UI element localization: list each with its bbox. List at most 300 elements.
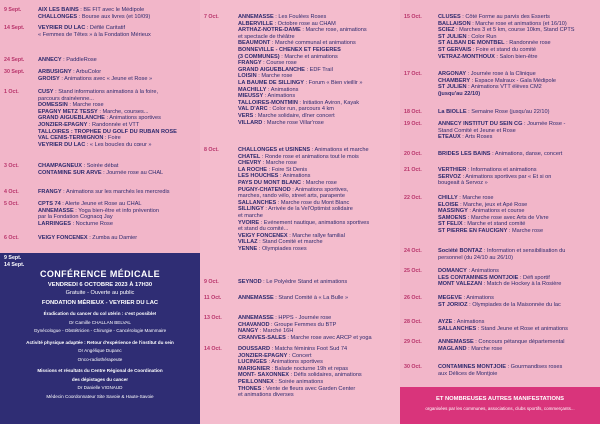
event-description: : Stand Comité et marche xyxy=(257,239,323,246)
event-description: : Journée rose au CHAL xyxy=(101,169,164,176)
event-description: : Marche solidaire, dîner concert xyxy=(253,112,335,119)
event-place: LARRINGES xyxy=(38,220,71,227)
event-entry xyxy=(0,7,200,21)
conference-line xyxy=(0,328,200,334)
event-place: ANNEMASSE xyxy=(38,207,74,214)
event-place: ST JULIEN xyxy=(438,84,467,91)
event-place: (3 COMMUNES) xyxy=(238,53,280,60)
conference-speaker: Gynécologue - Obstétricien - Chirurgie - Cancérologie Mammaire xyxy=(33,328,167,333)
event-place: PAYS DU MONT BLANC xyxy=(238,179,302,186)
conference-line xyxy=(0,394,200,400)
event-description: : Salon bien-être xyxy=(494,53,538,60)
event-place: ANNECY xyxy=(38,57,62,63)
conference-line xyxy=(0,357,200,363)
event-line xyxy=(438,255,597,262)
conference-speaker: Dr Danielle VIGNAUD xyxy=(77,385,123,390)
event-description: : Journée Rose - xyxy=(522,121,566,127)
event-description: : Marche, jeux et Apé Rose xyxy=(458,201,528,208)
event-description: : Animations xyxy=(278,173,311,180)
footer-title: ET NOMBREUSES AUTRES MANIFESTATIONS xyxy=(435,396,565,402)
event-line xyxy=(438,208,597,215)
event-date: 25 Oct. xyxy=(404,268,422,274)
event-description: : Marche rose xyxy=(67,102,104,109)
event-place: GROISY xyxy=(38,75,60,82)
event-line xyxy=(438,134,597,141)
event-entry xyxy=(400,295,600,309)
event-place: ST GERVAIS xyxy=(438,46,472,53)
event-description: bougeait à Servoz » xyxy=(438,180,488,187)
event-description: : Initiation Aviron, Kayak xyxy=(297,99,360,106)
event-description: et spectacle de théâtre xyxy=(238,33,295,40)
event-place: PUGNY-CHATENOD xyxy=(238,186,291,193)
event-entry xyxy=(200,346,400,400)
event-description: par la Fondation Cognacq Jay xyxy=(38,214,113,221)
event-date: 28 Oct. xyxy=(404,319,422,325)
event-place: LA ROCHE xyxy=(238,166,268,173)
event-description: : Animations avec « Jeune et Rose » xyxy=(59,75,153,82)
conference-box xyxy=(0,253,200,424)
event-line xyxy=(438,195,597,202)
event-line xyxy=(238,346,397,353)
event-description: : Informations et animations xyxy=(466,167,537,173)
event-date: 30 Oct. xyxy=(404,364,422,370)
event-place: MONT VALEZAN xyxy=(438,281,483,288)
event-line xyxy=(238,80,397,87)
event-description: : Ronde rose et animations tout le mois xyxy=(260,153,359,160)
event-description: : Nocturne Rose xyxy=(70,220,113,227)
conference-speaker: Dr Camille CHALLAN BELVAL xyxy=(69,319,131,325)
event-line xyxy=(38,170,197,177)
event-description: : Stand Comité à « La Bulle » xyxy=(273,295,349,301)
event-place: VEYRIER DU LAC xyxy=(38,25,86,31)
event-description: et stand du comité... xyxy=(238,226,289,233)
event-place: AYZE xyxy=(438,319,453,325)
event-place: SCIEZ xyxy=(438,27,455,34)
event-entry xyxy=(400,14,600,61)
event-description: : Défis solidaires, animations xyxy=(288,372,362,379)
event-description: : Concours pétanque départemental xyxy=(473,339,565,345)
event-line xyxy=(38,76,197,83)
event-line xyxy=(238,366,397,373)
event-lines xyxy=(438,167,597,187)
event-place: CHAMBERY xyxy=(438,77,471,84)
event-description: marches, rando vélo, street arts, parapente xyxy=(238,193,345,200)
event-place: ANNEMASSE xyxy=(238,295,274,301)
event-entry xyxy=(400,71,600,98)
event-date: 30 Sept. xyxy=(4,69,25,75)
event-line xyxy=(38,201,197,208)
event-description: : Les Foulées Roses xyxy=(273,14,327,20)
event-line xyxy=(438,167,597,174)
conference-date: VENDREDI 6 OCTOBRE 2023 À 17H30 xyxy=(47,282,153,288)
event-lines xyxy=(438,195,597,235)
event-place: CHAVANOD xyxy=(238,321,270,328)
event-line xyxy=(238,353,397,360)
event-description: : Marche, courses... xyxy=(97,108,149,115)
event-description: : Animations sportives xyxy=(266,359,323,366)
event-line xyxy=(238,40,397,47)
event-description: : BE FIT avec le Médipole xyxy=(78,7,145,13)
event-entry xyxy=(0,189,200,197)
event-line xyxy=(238,180,397,187)
event-description: : Animations xyxy=(466,268,499,274)
event-place: CUSY xyxy=(38,89,54,95)
event-place: ANNEMASSE xyxy=(238,315,274,321)
conference-line xyxy=(0,311,200,317)
event-line xyxy=(238,213,397,220)
event-line xyxy=(38,122,197,129)
event-description: : Animations xyxy=(266,86,299,93)
event-description: : Balade nocturne 19h et repas xyxy=(270,365,349,372)
event-description: : Forum « Bien vieillir » xyxy=(304,79,363,86)
event-place: CHALLONGES et USINENS xyxy=(238,147,311,153)
event-line xyxy=(38,69,197,76)
event-line xyxy=(38,135,197,142)
event-place: BRIDES LES BAINS xyxy=(438,151,491,157)
event-place: ANNEMASSE xyxy=(238,14,274,20)
event-lines xyxy=(238,14,397,126)
event-lines xyxy=(38,163,197,176)
event-lines xyxy=(438,151,597,158)
event-place: ST ALBAN DE MONTBEL xyxy=(438,40,505,47)
event-line xyxy=(238,386,397,393)
event-place: VEIGY FONCENEX xyxy=(238,232,288,239)
event-place: ETEAUX xyxy=(438,134,461,141)
event-line xyxy=(438,109,597,116)
event-lines xyxy=(438,364,597,377)
event-line xyxy=(438,91,597,98)
event-place: ARTHAZ-NOTRE-DAME xyxy=(238,27,301,34)
event-place: ST JORIOZ xyxy=(438,301,468,308)
event-place: SILLINGY xyxy=(238,206,264,213)
event-lines xyxy=(438,268,597,288)
event-lines xyxy=(438,248,597,261)
event-line xyxy=(38,129,197,136)
event-place: MARIGNIER xyxy=(238,365,271,372)
event-date: 9 Sept. xyxy=(4,7,22,13)
event-date: 4 Oct. xyxy=(4,189,19,195)
event-entry xyxy=(0,57,200,65)
event-line xyxy=(438,346,597,353)
conference-topic: Éradication du cancer du col utérin : c'est possible! xyxy=(43,311,157,316)
event-line xyxy=(238,54,397,61)
event-description: : Foire et stand du comité xyxy=(471,46,537,53)
footer-subtitle: organisées par les communes, associations, clubs sportifs, commerçants... xyxy=(425,406,575,411)
event-place: VERTHIER xyxy=(438,167,467,173)
event-lines xyxy=(438,71,597,97)
event-line xyxy=(238,14,397,21)
event-line xyxy=(238,27,397,34)
event-line xyxy=(38,163,197,170)
event-description: : Animations sportives par « Et si on xyxy=(460,173,552,180)
event-place: CRANVES-SALES xyxy=(238,334,286,341)
event-lines xyxy=(238,147,397,253)
event-place: MAGLAND xyxy=(438,345,467,352)
event-description: : Concert xyxy=(287,352,312,359)
event-line xyxy=(438,248,597,255)
event-line xyxy=(238,239,397,246)
event-line xyxy=(438,364,597,371)
conference-topic: des dépistages du cancer xyxy=(71,376,129,382)
event-description: : Yoga bien-être et info prévention xyxy=(73,207,159,214)
event-description: : Randonnée et VTT xyxy=(87,121,140,128)
event-lines xyxy=(438,109,597,116)
event-description: : Animations, danse, concert xyxy=(490,151,563,157)
event-line xyxy=(238,93,397,100)
event-line xyxy=(238,106,397,113)
event-date: 21 Oct. xyxy=(404,167,422,173)
event-entry xyxy=(0,69,200,83)
event-entry xyxy=(400,268,600,289)
event-line xyxy=(438,71,597,78)
event-lines xyxy=(38,57,197,64)
event-description: aux Délices de Montjoie xyxy=(438,370,498,377)
event-line xyxy=(38,142,197,149)
event-entry xyxy=(200,147,400,254)
event-description: : Marche rose xyxy=(301,179,337,186)
event-lines xyxy=(438,339,597,352)
event-place: NANGY xyxy=(238,328,259,335)
event-line xyxy=(38,96,197,103)
event-description: : Groupe Femmes du BTP xyxy=(269,321,337,328)
event-description: : Gourmandises roses xyxy=(505,364,563,370)
event-description: : Marche et animations xyxy=(279,53,338,60)
event-entry xyxy=(400,248,600,262)
event-description: personnel (du 24/10 au 26/10) xyxy=(438,254,513,261)
event-entry xyxy=(200,315,400,342)
event-description: : PaddleRose xyxy=(61,57,97,63)
event-place: LOISIN xyxy=(238,73,257,80)
event-line xyxy=(238,100,397,107)
event-place: DOUSSARD xyxy=(238,346,271,352)
event-description: : Marche et stand comité xyxy=(462,221,526,228)
event-lines xyxy=(438,14,597,60)
event-place: DOMANCY xyxy=(438,268,467,274)
event-description: « Femmes de Têtes » à la Fondation Mérieux xyxy=(38,31,151,38)
event-line xyxy=(238,315,397,322)
event-line xyxy=(438,121,597,128)
event-description: : Le Polyèdre Stand et animations xyxy=(261,279,348,285)
event-description: : Événement nautique, animations sportives xyxy=(259,219,370,226)
event-place: THONES xyxy=(238,385,262,392)
event-description: : Alerte Jeune et Rose au CHAL xyxy=(60,201,142,207)
event-date: 11 Oct. xyxy=(204,295,222,301)
conference-access: Gratuite - Ouverte au public xyxy=(65,290,135,296)
event-lines xyxy=(238,315,397,341)
event-place: VERS xyxy=(238,112,254,119)
event-place: PEILLONNEX xyxy=(238,378,274,385)
event-entry xyxy=(0,201,200,228)
event-place: La BIOLLE xyxy=(438,109,467,115)
event-description: : EDF Trail xyxy=(304,66,333,73)
conference-line xyxy=(0,348,200,354)
event-entry xyxy=(200,14,400,127)
event-line xyxy=(38,115,197,122)
event-line xyxy=(238,160,397,167)
event-lines xyxy=(438,295,597,308)
event-description: : Marche rose et animations (et 16/10) xyxy=(470,20,567,27)
event-line xyxy=(238,335,397,342)
event-entry xyxy=(400,364,600,378)
conference-top-date: 9 Sept. xyxy=(4,255,22,261)
event-description: : Marche rose Villar'rose xyxy=(262,119,324,126)
event-line xyxy=(438,302,597,309)
event-description: : « Les boucles du cœur » xyxy=(85,141,152,148)
event-description: : Animations et course xyxy=(467,208,525,215)
event-place: CHILLY xyxy=(438,195,458,201)
event-date: 14 Sept. xyxy=(4,25,25,31)
event-line xyxy=(238,187,397,194)
event-description: : Marche rose xyxy=(261,160,297,167)
conference-topic: Missions et résultats du Centre Régional de Coordination xyxy=(37,368,163,373)
event-description: et marche xyxy=(238,212,263,219)
event-entry xyxy=(200,295,400,303)
event-description: : Marché 16H xyxy=(258,328,294,335)
event-place: VILLAZ xyxy=(238,239,258,246)
event-line xyxy=(438,34,597,41)
event-place: ARGONAY xyxy=(438,71,467,77)
event-description: : Matchs féminins Foot Sud 74 xyxy=(270,346,348,352)
event-description: : Zumba au Damier xyxy=(87,235,138,241)
event-description: : Animations VTT élèves CM2 xyxy=(466,84,542,91)
event-description: : Animations xyxy=(263,93,296,100)
event-date: 17 Oct. xyxy=(404,71,422,77)
event-line xyxy=(438,221,597,228)
event-description: : HPPS - Journée rose xyxy=(273,315,332,321)
event-line xyxy=(438,268,597,275)
event-line xyxy=(238,73,397,80)
event-date: 8 Oct. xyxy=(204,147,219,153)
event-lines xyxy=(38,189,197,196)
event-place: ANNECY INSTITUT DU SEIN CG xyxy=(438,121,523,127)
event-line xyxy=(238,279,397,286)
event-date: 5 Oct. xyxy=(4,201,19,207)
event-description: : Soirée animations xyxy=(273,378,324,385)
event-line xyxy=(238,87,397,94)
event-description: : Olympiades roses xyxy=(257,245,307,252)
event-place: CHEVRY xyxy=(238,160,262,167)
event-place: VEIGY FONCENEX xyxy=(38,235,88,241)
event-place: EPAGNY METZ TESSY xyxy=(38,108,98,115)
event-line xyxy=(238,60,397,67)
footer-banner xyxy=(400,387,600,424)
event-date: 24 Sept. xyxy=(4,57,25,63)
event-lines xyxy=(438,121,597,141)
event-line xyxy=(438,40,597,47)
event-line xyxy=(438,326,597,333)
column-right xyxy=(400,0,600,424)
event-line xyxy=(438,84,597,91)
event-place: CONTAMINE SUR ARVE xyxy=(38,169,102,176)
event-description: : Marches 3 et 5 km, course 10km, Stand CPTS xyxy=(454,27,575,34)
event-line xyxy=(438,228,597,235)
event-place: VEYRIER DU LAC xyxy=(38,141,86,148)
event-place: CHALLONGES xyxy=(38,13,78,20)
event-line xyxy=(438,54,597,61)
conference-title: CONFÉRENCE MÉDICALE xyxy=(39,269,161,279)
conference-speaker: Dr Angélique Dupanc xyxy=(78,348,122,353)
event-line xyxy=(438,47,597,54)
event-description: : Octobre rose au CHAM xyxy=(273,20,336,27)
event-place: AIX LES BAINS xyxy=(38,7,79,13)
event-date: 29 Oct. xyxy=(404,339,422,345)
event-place: SERVOZ xyxy=(438,173,461,180)
event-description: : Marche rallye familial xyxy=(287,232,345,239)
event-place: GRAND AIGUEBLANCHE xyxy=(38,115,105,122)
event-date: 6 Oct. xyxy=(4,235,19,241)
event-description: Stand Comité et Jeune et Rose xyxy=(438,127,516,134)
event-place: JONZIER-EPAGNY xyxy=(38,121,88,128)
event-line xyxy=(238,206,397,213)
event-place: BEAUMONT xyxy=(238,40,271,47)
event-line xyxy=(38,109,197,116)
event-line xyxy=(38,189,197,196)
event-line xyxy=(238,120,397,127)
event-date: 24 Oct. xyxy=(404,248,422,254)
event-entry xyxy=(400,319,600,333)
event-description: : Animations sportives, xyxy=(290,186,349,193)
event-line xyxy=(438,339,597,346)
event-line xyxy=(38,102,197,109)
event-place: ALBERVILLE xyxy=(238,20,274,27)
event-line xyxy=(438,21,597,28)
event-description: : Foire xyxy=(103,135,121,142)
event-description: : Color Run xyxy=(466,33,497,40)
event-line xyxy=(438,78,597,85)
conference-line xyxy=(0,385,200,391)
event-entry xyxy=(400,167,600,188)
event-description: : Vente de fleurs avec Garden Center xyxy=(261,385,356,392)
event-line xyxy=(38,7,197,14)
event-line xyxy=(438,281,597,288)
event-description: parcours drainéenne... xyxy=(38,95,94,102)
event-line xyxy=(38,221,197,228)
conference-top-date: 14 Sept. xyxy=(4,262,25,268)
event-place: MASSINGY xyxy=(438,208,468,215)
event-description: : Randonnée rose xyxy=(504,40,551,47)
event-line xyxy=(438,174,597,181)
event-line xyxy=(238,200,397,207)
event-entry xyxy=(0,235,200,243)
event-line xyxy=(238,34,397,41)
event-date: 14 Oct. xyxy=(204,346,222,352)
event-line xyxy=(438,319,597,326)
event-place: CHATEL xyxy=(238,153,261,160)
event-entry xyxy=(400,121,600,142)
event-description: : ArbuColor xyxy=(71,69,102,75)
event-description: : Animations xyxy=(452,319,485,325)
event-place: YVOIRE xyxy=(238,219,260,226)
event-description: : Animations sur les marchés les mercredis xyxy=(61,189,170,195)
event-line xyxy=(238,233,397,240)
event-lines xyxy=(38,7,197,20)
event-line xyxy=(38,32,197,39)
event-place: MEGEVE xyxy=(438,295,462,301)
event-description: : Journée rose à la Clinique xyxy=(466,71,536,77)
event-place: YENNE xyxy=(238,245,258,252)
event-lines xyxy=(238,295,397,302)
event-date: 1 Oct. xyxy=(4,89,19,95)
event-entry xyxy=(400,195,600,236)
event-line xyxy=(38,89,197,96)
event-place: FRANGY xyxy=(238,60,262,67)
event-description: : Foire St Denis xyxy=(267,166,308,173)
event-line xyxy=(238,372,397,379)
event-date: 22 Oct. xyxy=(404,195,422,201)
event-place: VAL D'ARC xyxy=(238,106,268,113)
conference-place: FONDATION MÉRIEUX - VEYRIER DU LAC xyxy=(41,300,159,306)
event-entry xyxy=(400,109,600,117)
